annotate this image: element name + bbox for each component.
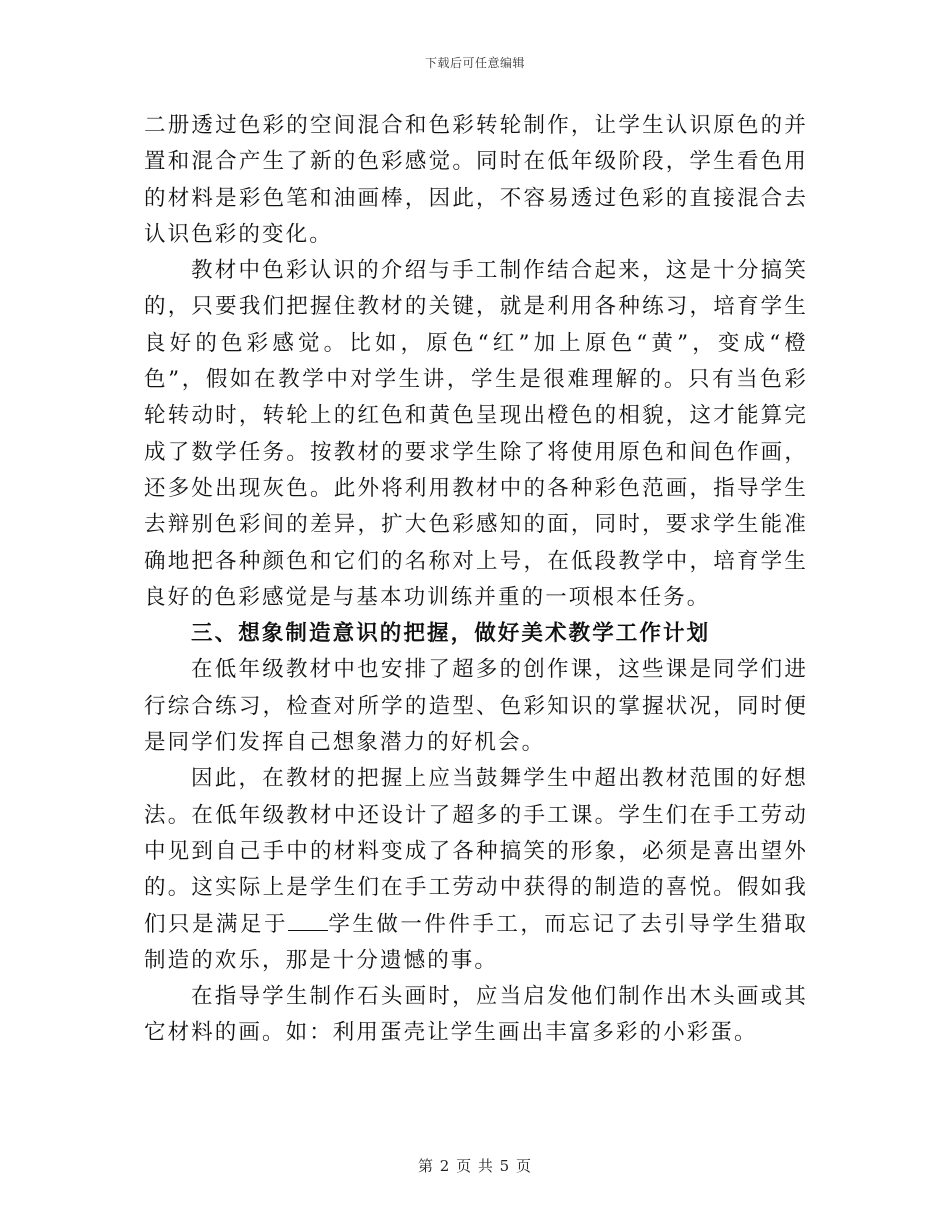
paragraph-4-part-1: 因此，在教材的把握上应当鼓舞学生中超出教材范围的好想法。在低年级教材中还设计了超多的手工课。学生们在手工劳动中见到自己手中的材料变成了各种搞笑的形象，必须是喜出望外的。这实际上是学生们在手工劳动中获得的制造的喜悦。假如我们只是满足于 [144, 766, 808, 937]
section-heading: 三、想象制造意识的把握，做好美术教学工作计划 [191, 621, 711, 647]
paragraph-2: 教材中色彩认识的介绍与手工制作结合起来，这是十分搞笑的，只要我们把握住教材的关键，就是利用各种练习，培育学生良好的色彩感觉。比如，原色“红”加上原色“黄”，变成“橙色”，假如在教学中对学生讲，学生是很难理解的。只有当色彩轮转动时，转轮上的红色和黄色呈现出橙色的相貌，这才能算完成了数学任务。按教材的要求学生除了将使用原色和间色作画，还多处出现灰色。此外将利用教材中的各种彩色范画，指导学生去辩别色彩间的差异，扩大色彩感知的面，同时，要求学生能准确地把各种颜色和它们的名称对上号，在低段教学中，培育学生良好的色彩感觉是与基本功训练并重的一项根本任务。 [144, 258, 808, 610]
paragraph-4-part-2: 学生做一件件手工，而忘记了去引导学生猎取制造的欢乐，那是十分遗憾的事。 [144, 911, 808, 973]
paragraph-5: 在指导学生制作石头画时，应当启发他们制作出木头画或其它材料的画。如：利用蛋壳让学生画出丰富多彩的小彩蛋。 [144, 984, 808, 1046]
page-header: 下载后可任意编辑 [424, 56, 525, 70]
fill-in-blank [288, 912, 328, 931]
paragraph-3: 在低年级教材中也安排了超多的创作课，这些课是同学们进行综合练习，检查对所学的造型、色彩知识的掌握状况，同时便是同学们发挥自己想象潜力的好机会。 [144, 657, 808, 756]
paragraph-4 [144, 761, 808, 979]
paragraph-1: 二册透过色彩的空间混合和色彩转轮制作，让学生认识原色的并置和混合产生了新的色彩感觉。同时在低年级阶段，学生看色用的材料是彩色笔和油画棒，因此，不容易透过色彩的直接混合去认识色彩的变化。 [144, 113, 808, 247]
document-body [144, 108, 808, 1052]
page-footer: 第 2 页 共 5 页 [418, 1157, 532, 1175]
